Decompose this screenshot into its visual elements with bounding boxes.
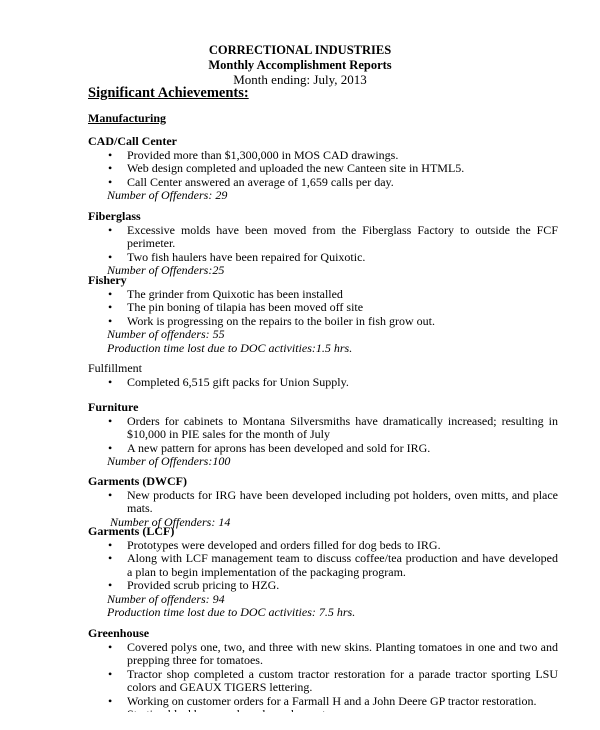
list-item: • Completed 6,515 gift packs for Union Supply. <box>88 376 558 390</box>
list-item: • Provided scrub pricing to HZG. <box>88 579 558 593</box>
section-furniture <box>88 401 558 469</box>
section-title: CAD/Call Center <box>88 134 177 148</box>
bullet-list <box>88 376 558 390</box>
list-item: • Along with LCF management team to discuss coffee/tea production and have developed a plan to begin implementation of the packaging program. <box>88 552 558 579</box>
list-item: • Web design completed and uploaded the new Canteen site in HTML5. <box>88 162 558 176</box>
list-item: • Covered polys one, two, and three with new skins. Planting tomatoes in one and two and prepping three for tomatoes. <box>88 641 558 668</box>
offenders-note: Number of offenders: 94 <box>107 591 225 606</box>
list-item: • Orders for cabinets to Montana Silversmiths have dramatically increased; resulting in $10,000 in PIE sales for the month of July <box>88 415 558 442</box>
section-greenhouse <box>88 627 558 722</box>
offenders-note: Number of offenders: 55 <box>107 327 225 341</box>
section-title: Garments (DWCF) <box>88 474 187 488</box>
list-item: • Two fish haulers have been repaired for Quixotic. <box>88 251 558 265</box>
section-garments-lcf <box>88 525 558 620</box>
significant-achievements-heading: Significant Achievements: <box>88 85 249 101</box>
section-fiberglass <box>88 210 558 278</box>
bullet-list <box>88 415 558 456</box>
section-garments-dwcf <box>88 475 558 529</box>
bullet-list <box>88 288 558 329</box>
manufacturing-subheading: Manufacturing <box>88 111 166 125</box>
list-item: • Prototypes were developed and orders filled for dog beds to IRG. <box>88 539 558 553</box>
list-item: • Work is progressing on the repairs to the boiler in fish grow out. <box>88 315 558 329</box>
bullet-list <box>88 149 558 190</box>
section-title: Fishery <box>88 273 127 287</box>
offenders-note: Number of Offenders: 29 <box>107 188 228 202</box>
section-title: Fiberglass <box>88 209 141 223</box>
list-item: • A new pattern for aprons has been developed and sold for IRG. <box>88 442 558 456</box>
offenders-note: Number of Offenders:100 <box>107 454 231 468</box>
section-fulfillment <box>88 362 558 389</box>
list-item: • The pin boning of tilapia has been moved off site <box>88 301 558 315</box>
bullet-list <box>88 489 558 516</box>
list-item: • New products for IRG have been developed including pot holders, oven mitts, and place mats. <box>88 489 558 516</box>
section-title: Garments (LCF) <box>88 524 175 538</box>
section-title: Furniture <box>88 400 139 414</box>
production-time-note: Production time lost due to DOC activities:1.5 hrs. <box>107 340 353 355</box>
list-item: • Call Center answered an average of 1,659 calls per day. <box>88 176 558 190</box>
bullet-list <box>88 641 558 722</box>
list-item: • Tractor shop completed a custom tractor restoration for a parade tractor sporting LSU colors and GEAUX TIGERS lettering. <box>88 668 558 695</box>
page-cutoff <box>0 712 600 730</box>
list-item: • Working on customer orders for a Farmall H and a John Deere GP tractor restoration. <box>88 695 558 709</box>
section-cad-call-center <box>88 135 558 203</box>
list-item: • Provided more than $1,300,000 in MOS CAD drawings. <box>88 149 558 163</box>
offenders-note: Number of Offenders: 14 <box>110 514 231 529</box>
report-title: Monthly Accomplishment Reports <box>208 58 392 72</box>
section-title: Greenhouse <box>88 626 150 640</box>
section-fishery <box>88 274 558 355</box>
production-time-note: Production time lost due to DOC activities: 7.5 hrs. <box>107 605 356 619</box>
org-title: CORRECTIONAL INDUSTRIES <box>208 43 392 57</box>
bullet-list <box>88 224 558 265</box>
list-item: • Excessive molds have been moved from the Fiberglass Factory to outside the FCF perimeter. <box>88 224 558 251</box>
section-title: Fulfillment <box>88 361 142 375</box>
list-item: • The grinder from Quixotic has been installed <box>88 288 558 302</box>
offenders-note: Number of Offenders:25 <box>107 263 225 277</box>
bullet-list <box>88 539 558 593</box>
report-period: Month ending: July, 2013 <box>233 72 367 87</box>
